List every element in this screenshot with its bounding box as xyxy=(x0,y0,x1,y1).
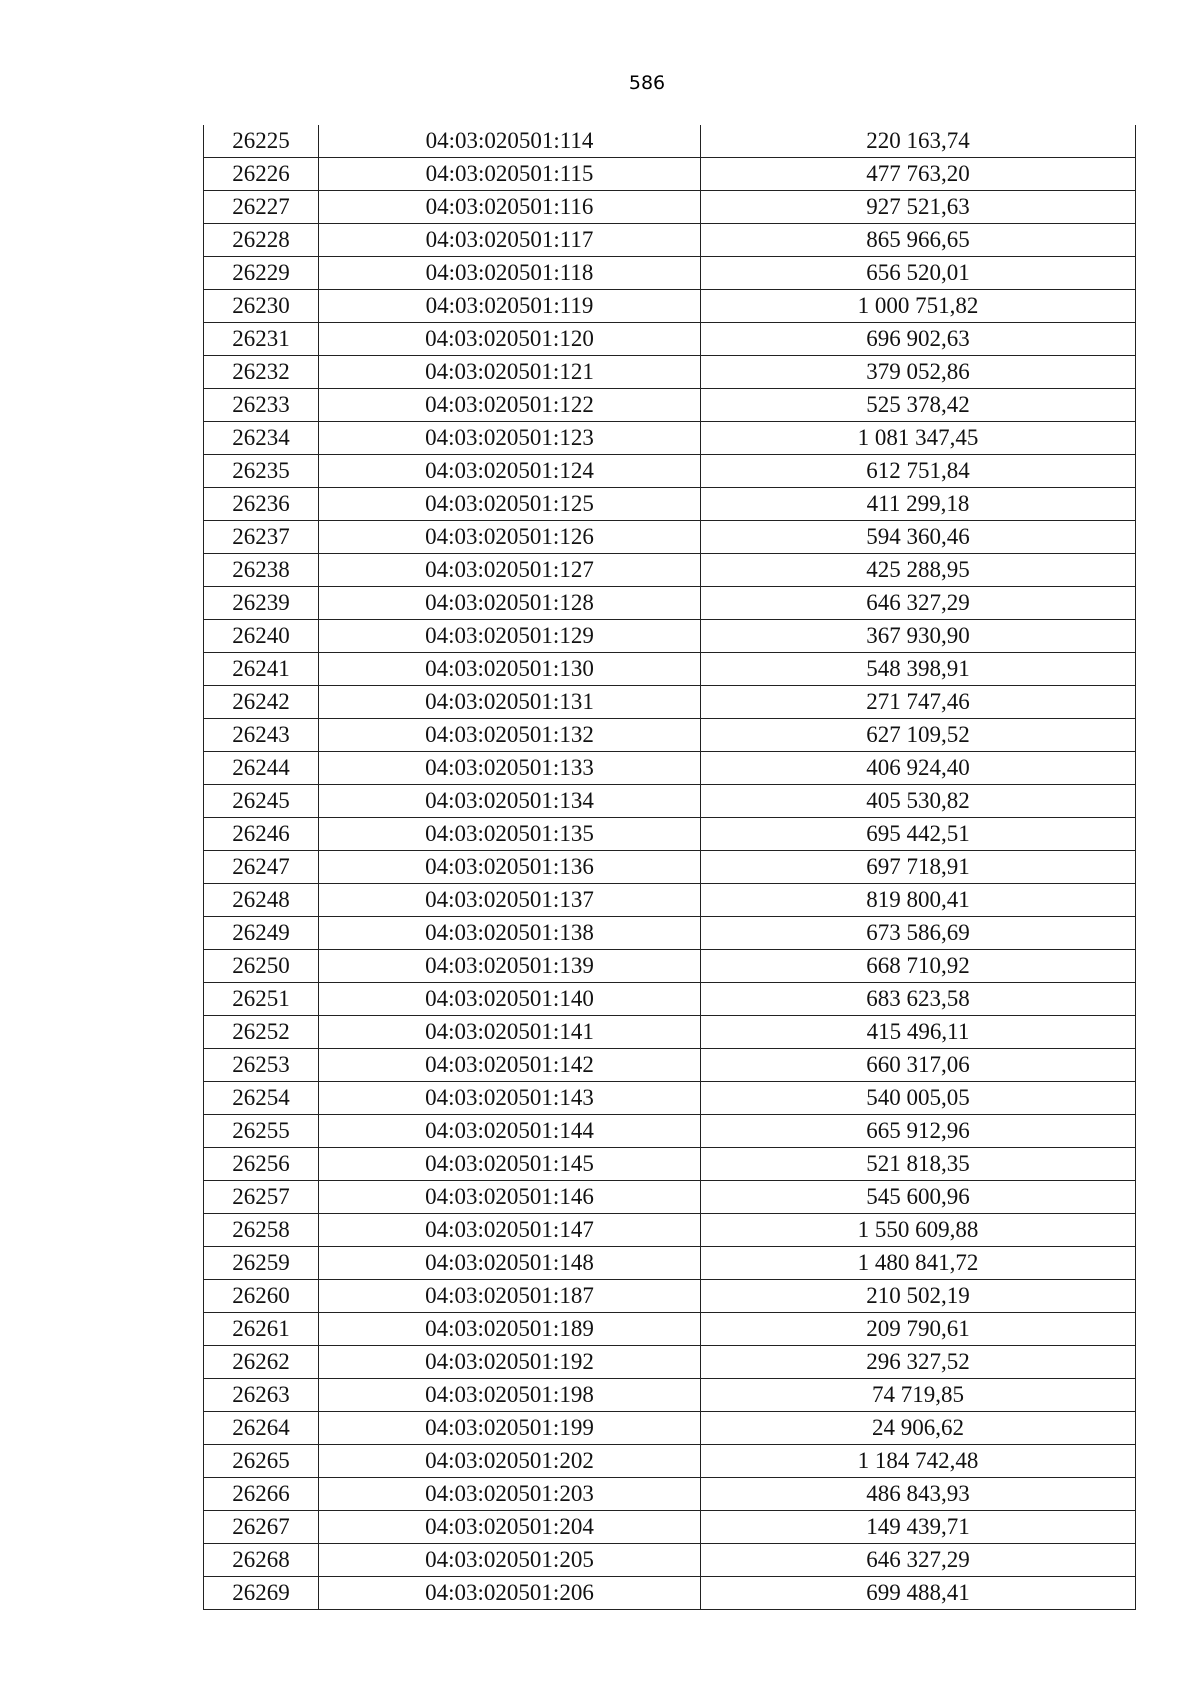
cadastral-number-cell: 04:03:020501:189 xyxy=(319,1313,701,1346)
cadastral-value-cell: 271 747,46 xyxy=(701,686,1136,719)
row-number-cell: 26239 xyxy=(204,587,319,620)
cadastral-value-cell: 594 360,46 xyxy=(701,521,1136,554)
cadastral-value-cell: 1 000 751,82 xyxy=(701,290,1136,323)
table-row xyxy=(204,785,1136,818)
table-row xyxy=(204,257,1136,290)
cadastral-number-cell: 04:03:020501:132 xyxy=(319,719,701,752)
cadastral-number-cell: 04:03:020501:134 xyxy=(319,785,701,818)
cadastral-value-cell: 486 843,93 xyxy=(701,1478,1136,1511)
row-number-cell: 26257 xyxy=(204,1181,319,1214)
table-row xyxy=(204,884,1136,917)
row-number-cell: 26266 xyxy=(204,1478,319,1511)
row-number-cell: 26259 xyxy=(204,1247,319,1280)
table-body xyxy=(204,125,1136,1610)
row-number-cell: 26258 xyxy=(204,1214,319,1247)
row-number-cell: 26255 xyxy=(204,1115,319,1148)
row-number-cell: 26252 xyxy=(204,1016,319,1049)
table-row xyxy=(204,1148,1136,1181)
row-number-cell: 26250 xyxy=(204,950,319,983)
cadastral-value-cell: 540 005,05 xyxy=(701,1082,1136,1115)
row-number-cell: 26240 xyxy=(204,620,319,653)
row-number-cell: 26248 xyxy=(204,884,319,917)
cadastral-number-cell: 04:03:020501:138 xyxy=(319,917,701,950)
table-row xyxy=(204,521,1136,554)
table-row xyxy=(204,389,1136,422)
cadastral-value-cell: 668 710,92 xyxy=(701,950,1136,983)
cadastral-number-cell: 04:03:020501:204 xyxy=(319,1511,701,1544)
cadastral-value-cell: 696 902,63 xyxy=(701,323,1136,356)
cadastral-value-cell: 548 398,91 xyxy=(701,653,1136,686)
cadastral-number-cell: 04:03:020501:123 xyxy=(319,422,701,455)
cadastral-value-cell: 627 109,52 xyxy=(701,719,1136,752)
table-row xyxy=(204,1313,1136,1346)
row-number-cell: 26269 xyxy=(204,1577,319,1610)
row-number-cell: 26225 xyxy=(204,125,319,158)
table-row xyxy=(204,1445,1136,1478)
cadastral-value-cell: 1 550 609,88 xyxy=(701,1214,1136,1247)
row-number-cell: 26237 xyxy=(204,521,319,554)
cadastral-number-cell: 04:03:020501:131 xyxy=(319,686,701,719)
table-row xyxy=(204,818,1136,851)
cadastral-value-cell: 697 718,91 xyxy=(701,851,1136,884)
row-number-cell: 26268 xyxy=(204,1544,319,1577)
cadastral-value-cell: 411 299,18 xyxy=(701,488,1136,521)
row-number-cell: 26226 xyxy=(204,158,319,191)
table-row xyxy=(204,125,1136,158)
table-row xyxy=(204,1181,1136,1214)
cadastral-number-cell: 04:03:020501:130 xyxy=(319,653,701,686)
table-row xyxy=(204,488,1136,521)
table-row xyxy=(204,983,1136,1016)
cadastral-number-cell: 04:03:020501:118 xyxy=(319,257,701,290)
cadastral-value-cell: 695 442,51 xyxy=(701,818,1136,851)
cadastral-value-cell: 210 502,19 xyxy=(701,1280,1136,1313)
cadastral-value-cell: 406 924,40 xyxy=(701,752,1136,785)
cadastral-number-cell: 04:03:020501:198 xyxy=(319,1379,701,1412)
row-number-cell: 26228 xyxy=(204,224,319,257)
cadastral-value-cell: 699 488,41 xyxy=(701,1577,1136,1610)
row-number-cell: 26262 xyxy=(204,1346,319,1379)
cadastral-value-cell: 425 288,95 xyxy=(701,554,1136,587)
cadastral-number-cell: 04:03:020501:203 xyxy=(319,1478,701,1511)
cadastral-value-cell: 665 912,96 xyxy=(701,1115,1136,1148)
table-row xyxy=(204,554,1136,587)
cadastral-value-cell: 209 790,61 xyxy=(701,1313,1136,1346)
cadastral-number-cell: 04:03:020501:121 xyxy=(319,356,701,389)
table-row xyxy=(204,1115,1136,1148)
cadastral-number-cell: 04:03:020501:144 xyxy=(319,1115,701,1148)
row-number-cell: 26235 xyxy=(204,455,319,488)
cadastral-number-cell: 04:03:020501:137 xyxy=(319,884,701,917)
page-number: 586 xyxy=(628,72,666,94)
row-number-cell: 26241 xyxy=(204,653,319,686)
cadastral-value-cell: 656 520,01 xyxy=(701,257,1136,290)
cadastral-number-cell: 04:03:020501:122 xyxy=(319,389,701,422)
cadastral-value-cell: 673 586,69 xyxy=(701,917,1136,950)
cadastral-value-cell: 525 378,42 xyxy=(701,389,1136,422)
row-number-cell: 26261 xyxy=(204,1313,319,1346)
row-number-cell: 26231 xyxy=(204,323,319,356)
table-row xyxy=(204,1412,1136,1445)
row-number-cell: 26243 xyxy=(204,719,319,752)
table-row xyxy=(204,422,1136,455)
cadastral-number-cell: 04:03:020501:136 xyxy=(319,851,701,884)
table-row xyxy=(204,1016,1136,1049)
table-row xyxy=(204,356,1136,389)
row-number-cell: 26265 xyxy=(204,1445,319,1478)
row-number-cell: 26234 xyxy=(204,422,319,455)
table-row xyxy=(204,653,1136,686)
row-number-cell: 26229 xyxy=(204,257,319,290)
cadastral-number-cell: 04:03:020501:143 xyxy=(319,1082,701,1115)
cadastral-number-cell: 04:03:020501:116 xyxy=(319,191,701,224)
cadastral-value-cell: 149 439,71 xyxy=(701,1511,1136,1544)
row-number-cell: 26244 xyxy=(204,752,319,785)
table-row xyxy=(204,1478,1136,1511)
cadastral-value-cell: 220 163,74 xyxy=(701,125,1136,158)
row-number-cell: 26236 xyxy=(204,488,319,521)
cadastral-value-cell: 865 966,65 xyxy=(701,224,1136,257)
row-number-cell: 26246 xyxy=(204,818,319,851)
row-number-cell: 26232 xyxy=(204,356,319,389)
table-row xyxy=(204,1247,1136,1280)
cadastral-value-cell: 477 763,20 xyxy=(701,158,1136,191)
cadastral-number-cell: 04:03:020501:125 xyxy=(319,488,701,521)
table-row xyxy=(204,1280,1136,1313)
row-number-cell: 26245 xyxy=(204,785,319,818)
table-row xyxy=(204,686,1136,719)
cadastral-value-table xyxy=(203,125,1136,1610)
table-row xyxy=(204,950,1136,983)
cadastral-number-cell: 04:03:020501:117 xyxy=(319,224,701,257)
cadastral-value-cell: 24 906,62 xyxy=(701,1412,1136,1445)
row-number-cell: 26253 xyxy=(204,1049,319,1082)
cadastral-number-cell: 04:03:020501:140 xyxy=(319,983,701,1016)
row-number-cell: 26251 xyxy=(204,983,319,1016)
cadastral-value-cell: 646 327,29 xyxy=(701,587,1136,620)
table-row xyxy=(204,1346,1136,1379)
table-row xyxy=(204,1544,1136,1577)
row-number-cell: 26263 xyxy=(204,1379,319,1412)
cadastral-value-cell: 927 521,63 xyxy=(701,191,1136,224)
cadastral-value-cell: 405 530,82 xyxy=(701,785,1136,818)
table-row xyxy=(204,587,1136,620)
cadastral-number-cell: 04:03:020501:187 xyxy=(319,1280,701,1313)
cadastral-number-cell: 04:03:020501:114 xyxy=(319,125,701,158)
table-row xyxy=(204,323,1136,356)
cadastral-number-cell: 04:03:020501:148 xyxy=(319,1247,701,1280)
row-number-cell: 26249 xyxy=(204,917,319,950)
table-row xyxy=(204,851,1136,884)
cadastral-number-cell: 04:03:020501:120 xyxy=(319,323,701,356)
cadastral-number-cell: 04:03:020501:119 xyxy=(319,290,701,323)
cadastral-number-cell: 04:03:020501:145 xyxy=(319,1148,701,1181)
row-number-cell: 26233 xyxy=(204,389,319,422)
row-number-cell: 26227 xyxy=(204,191,319,224)
table-row xyxy=(204,1214,1136,1247)
table-row xyxy=(204,620,1136,653)
cadastral-number-cell: 04:03:020501:202 xyxy=(319,1445,701,1478)
table-row xyxy=(204,455,1136,488)
cadastral-number-cell: 04:03:020501:206 xyxy=(319,1577,701,1610)
cadastral-number-cell: 04:03:020501:133 xyxy=(319,752,701,785)
table-row xyxy=(204,752,1136,785)
cadastral-number-cell: 04:03:020501:147 xyxy=(319,1214,701,1247)
cadastral-value-cell: 367 930,90 xyxy=(701,620,1136,653)
cadastral-value-cell: 379 052,86 xyxy=(701,356,1136,389)
cadastral-number-cell: 04:03:020501:129 xyxy=(319,620,701,653)
table-row xyxy=(204,191,1136,224)
row-number-cell: 26242 xyxy=(204,686,319,719)
cadastral-value-cell: 1 081 347,45 xyxy=(701,422,1136,455)
cadastral-number-cell: 04:03:020501:126 xyxy=(319,521,701,554)
table-row xyxy=(204,719,1136,752)
row-number-cell: 26267 xyxy=(204,1511,319,1544)
cadastral-number-cell: 04:03:020501:127 xyxy=(319,554,701,587)
row-number-cell: 26238 xyxy=(204,554,319,587)
table-row xyxy=(204,917,1136,950)
table-row xyxy=(204,1082,1136,1115)
cadastral-number-cell: 04:03:020501:135 xyxy=(319,818,701,851)
row-number-cell: 26264 xyxy=(204,1412,319,1445)
row-number-cell: 26247 xyxy=(204,851,319,884)
cadastral-value-cell: 612 751,84 xyxy=(701,455,1136,488)
cadastral-number-cell: 04:03:020501:142 xyxy=(319,1049,701,1082)
row-number-cell: 26254 xyxy=(204,1082,319,1115)
cadastral-number-cell: 04:03:020501:192 xyxy=(319,1346,701,1379)
cadastral-number-cell: 04:03:020501:205 xyxy=(319,1544,701,1577)
cadastral-number-cell: 04:03:020501:199 xyxy=(319,1412,701,1445)
cadastral-value-cell: 415 496,11 xyxy=(701,1016,1136,1049)
cadastral-value-cell: 1 480 841,72 xyxy=(701,1247,1136,1280)
row-number-cell: 26256 xyxy=(204,1148,319,1181)
table-row xyxy=(204,1511,1136,1544)
cadastral-value-cell: 660 317,06 xyxy=(701,1049,1136,1082)
table-row xyxy=(204,224,1136,257)
cadastral-number-cell: 04:03:020501:115 xyxy=(319,158,701,191)
cadastral-value-cell: 819 800,41 xyxy=(701,884,1136,917)
table-row xyxy=(204,158,1136,191)
table-row xyxy=(204,1379,1136,1412)
cadastral-value-cell: 545 600,96 xyxy=(701,1181,1136,1214)
cadastral-value-cell: 683 623,58 xyxy=(701,983,1136,1016)
table-row xyxy=(204,1577,1136,1610)
cadastral-number-cell: 04:03:020501:124 xyxy=(319,455,701,488)
cadastral-value-cell: 296 327,52 xyxy=(701,1346,1136,1379)
cadastral-value-cell: 521 818,35 xyxy=(701,1148,1136,1181)
cadastral-value-cell: 1 184 742,48 xyxy=(701,1445,1136,1478)
row-number-cell: 26260 xyxy=(204,1280,319,1313)
cadastral-number-cell: 04:03:020501:139 xyxy=(319,950,701,983)
cadastral-number-cell: 04:03:020501:141 xyxy=(319,1016,701,1049)
table-row xyxy=(204,1049,1136,1082)
cadastral-number-cell: 04:03:020501:146 xyxy=(319,1181,701,1214)
row-number-cell: 26230 xyxy=(204,290,319,323)
cadastral-value-cell: 74 719,85 xyxy=(701,1379,1136,1412)
table-row xyxy=(204,290,1136,323)
cadastral-value-cell: 646 327,29 xyxy=(701,1544,1136,1577)
cadastral-number-cell: 04:03:020501:128 xyxy=(319,587,701,620)
